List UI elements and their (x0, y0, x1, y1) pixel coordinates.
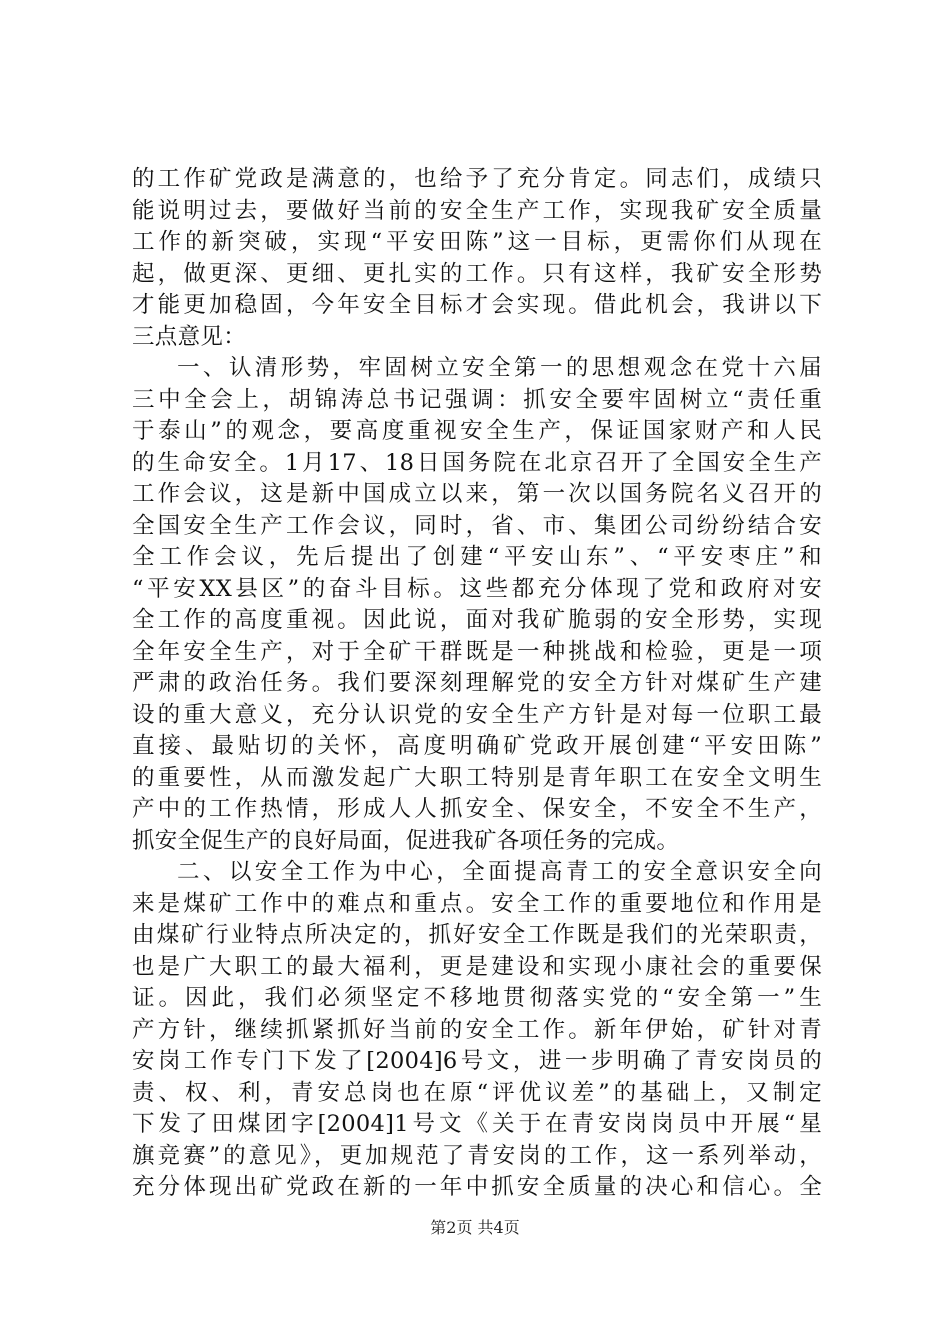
text-line: 安岗工作专门下发了[2004]6号文，进一步明确了青安岗员的 (132, 1048, 822, 1074)
text-line: “平安XX县区”的奋斗目标。这些都充分体现了党和政府对安 (132, 575, 822, 602)
text-line: 起，做更深、更细、更扎实的工作。只有这样，我矿安全形势 (132, 260, 822, 287)
page-footer: 第2页 共4页 (430, 1218, 520, 1237)
text-line: 下发了田煤团字[2004]1号文《关于在青安岗岗员中开展“星 (132, 1111, 822, 1137)
text-line: 设的重大意义，充分认识党的安全生产方针是对每一位职工最 (132, 701, 822, 728)
text-line: 全国安全生产工作会议，同时，省、市、集团公司纷纷结合安 (132, 512, 822, 539)
text-line: 工作会议，这是新中国成立以来，第一次以国务院名义召开的 (132, 481, 822, 507)
text-line: 全工作会议，先后提出了创建“平安山东”、“平安枣庄”和 (132, 544, 822, 570)
document-body (132, 164, 822, 1204)
text-line: 的工作矿党政是满意的，也给予了充分肯定。同志们，成绩只 (132, 166, 822, 192)
text-line: 一、认清形势，牢固树立安全第一的思想观念在党十六届 (177, 355, 822, 381)
text-line: 直接、最贴切的关怀，高度明确矿党政开展创建“平安田陈” (132, 733, 822, 759)
text-line: 的生命安全。1月17、18日国务院在北京召开了全国安全生产 (132, 449, 822, 476)
text-line: 能说明过去，要做好当前的安全生产工作，实现我矿安全质量 (132, 197, 822, 224)
text-line: 产中的工作热情，形成人人抓安全、保安全，不安全不生产， (132, 796, 822, 822)
text-line: 充分体现出矿党政在新的一年中抓安全质量的决心和信心。全 (132, 1174, 822, 1200)
text-line: 三点意见： (132, 323, 247, 350)
text-line: 产方针，继续抓紧抓好当前的安全工作。新年伊始，矿针对青 (132, 1016, 822, 1043)
text-line: 二、以安全工作为中心，全面提高青工的安全意识安全向 (177, 859, 822, 885)
text-line: 抓安全促生产的良好局面，促进我矿各项任务的完成。 (132, 827, 680, 854)
text-line: 旗竞赛”的意见》，更加规范了青安岗的工作，这一系列举动， (132, 1142, 822, 1169)
text-line: 才能更加稳固，今年安全目标才会实现。借此机会，我讲以下 (132, 292, 822, 318)
text-line: 也是广大职工的最大福利，更是建设和实现小康社会的重要保 (132, 953, 822, 980)
text-line: 责、权、利，青安总岗也在原“评优议差”的基础上，又制定 (132, 1079, 822, 1106)
text-line: 证。因此，我们必须坚定不移地贯彻落实党的“安全第一”生 (132, 985, 822, 1011)
text-line: 全工作的高度重视。因此说，面对我矿脆弱的安全形势，实现 (132, 607, 822, 633)
text-line: 工作的新突破，实现“平安田陈”这一目标，更需你们从现在 (132, 229, 822, 255)
text-line: 的重要性，从而激发起广大职工特别是青年职工在安全文明生 (132, 764, 822, 791)
text-line: 全年安全生产，对于全矿干群既是一种挑战和检验，更是一项 (132, 638, 822, 665)
text-line: 由煤矿行业特点所决定的，抓好安全工作既是我们的光荣职责， (132, 922, 822, 948)
text-line: 于泰山”的观念，要高度重视安全生产，保证国家财产和人民 (132, 418, 822, 444)
text-line: 来是煤矿工作中的难点和重点。安全工作的重要地位和作用是 (132, 890, 822, 917)
text-line: 三中全会上，胡锦涛总书记强调：抓安全要牢固树立“责任重 (132, 386, 822, 413)
text-line: 严肃的政治任务。我们要深刻理解党的安全方针对煤矿生产建 (132, 670, 822, 696)
